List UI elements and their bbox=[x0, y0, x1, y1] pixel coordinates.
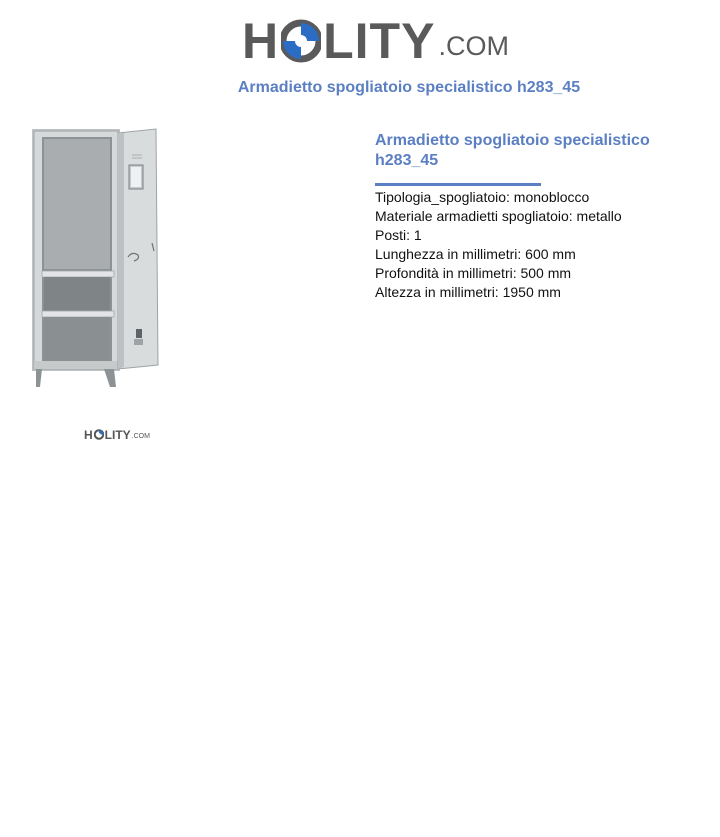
footer-logo-letters-lity: LITY bbox=[104, 428, 131, 442]
spec-item: Tipologia_spogliatoio: monoblocco bbox=[375, 189, 590, 205]
logo-brand bbox=[242, 13, 436, 69]
logo-letters-lity: LITY bbox=[323, 13, 436, 69]
spec-list bbox=[375, 188, 695, 302]
product-details bbox=[375, 131, 695, 302]
logo-o-mark-icon bbox=[281, 19, 321, 63]
logo-letter-h: H bbox=[242, 13, 280, 69]
spec-item: Materiale armadietti spogliatoio: metallo bbox=[375, 208, 622, 224]
heading-divider bbox=[375, 183, 541, 186]
footer-logo-brand bbox=[84, 429, 131, 441]
footer-logo bbox=[84, 429, 150, 441]
logo-tld: .COM bbox=[438, 31, 509, 61]
spec-item: Profondità in millimetri: 500 mm bbox=[375, 265, 572, 281]
footer-logo-o-mark-icon bbox=[94, 429, 104, 440]
locker-image bbox=[28, 125, 168, 390]
footer-logo-tld: .COM bbox=[131, 433, 150, 440]
spec-item: Posti: 1 bbox=[375, 227, 422, 243]
page-title: Armadietto spogliatoio specialistico h283_45 bbox=[237, 79, 581, 96]
spec-item: Lunghezza in millimetri: 600 mm bbox=[375, 246, 576, 262]
holity-logo[interactable] bbox=[242, 10, 509, 69]
footer-logo-letter-h: H bbox=[84, 428, 93, 442]
spec-item: Altezza in millimetri: 1950 mm bbox=[375, 284, 561, 300]
product-heading: Armadietto spogliatoio specialistico h283_45 bbox=[375, 132, 650, 169]
